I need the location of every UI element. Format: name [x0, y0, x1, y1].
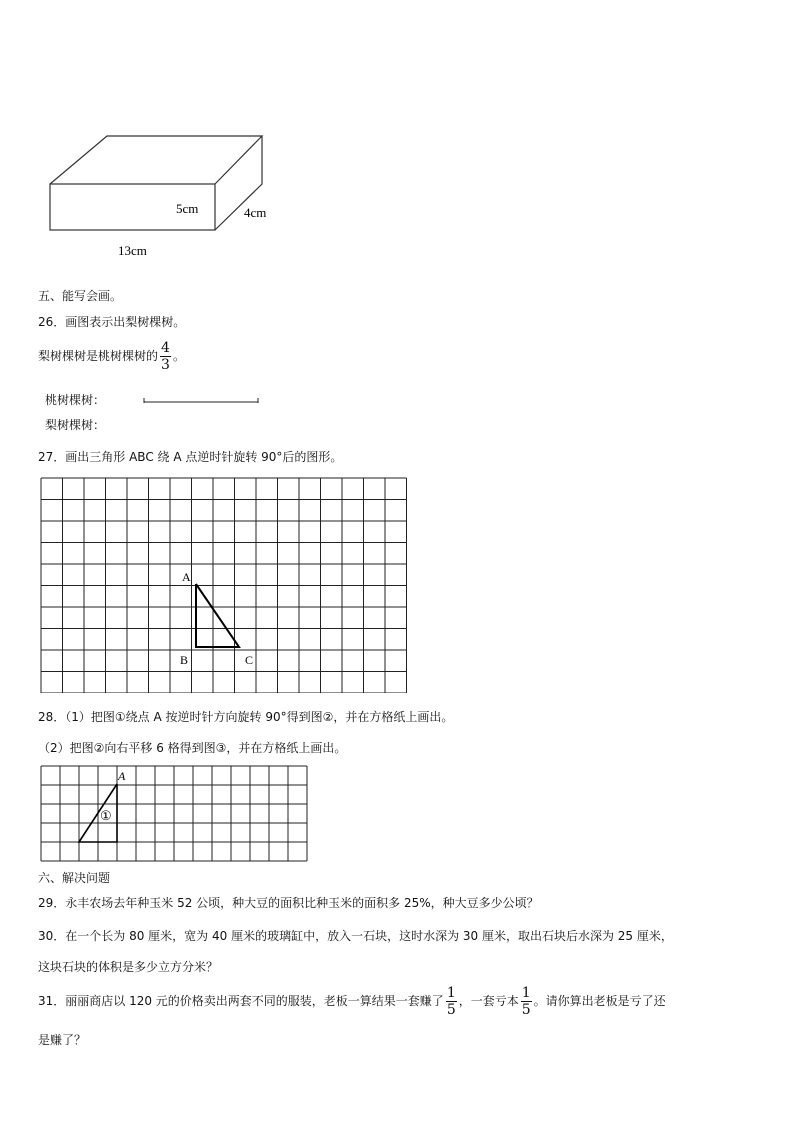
q31-fraction-1: [446, 985, 457, 1018]
q31-line1: [38, 985, 666, 1018]
figure-1-label: ①: [100, 808, 112, 823]
q30-line2: 这块石块的体积是多少立方分米？: [38, 960, 219, 974]
q27-text: 27．画出三角形 ABC 绕 A 点逆时针旋转 90°后的图形。: [38, 450, 343, 464]
pear-label: 梨树棵树：: [45, 418, 106, 432]
length-label: 13cm: [118, 243, 147, 258]
q29-text: 29．永丰农场去年种玉米 52 公顷，种大豆的面积比种玉米的面积多 25%，种大豆多少公顷？: [38, 896, 539, 910]
q28-line2: （2）把图②向右平移 6 格得到图③，并在方格纸上画出。: [38, 741, 347, 755]
q31-fraction-2: [521, 985, 532, 1018]
q31-frac1-num: 1: [446, 985, 456, 1001]
q31-mid: ，一套亏本: [458, 994, 519, 1008]
q31-frac2-num: 1: [521, 985, 531, 1001]
q31-frac2-den: 5: [521, 1002, 531, 1018]
q26-frac-den: 3: [161, 357, 170, 373]
q26-frac-num: 4: [161, 340, 170, 356]
q28-grid: [40, 765, 308, 864]
peach-tree-segment: [143, 396, 261, 406]
q26-fraction: [160, 340, 171, 373]
vertex-c-label: C: [245, 653, 254, 667]
height-label: 5cm: [176, 201, 199, 216]
q31-frac1-den: 5: [446, 1002, 456, 1018]
q30-line1: 30．在一个长为 80 厘米，宽为 40 厘米的玻璃缸中，放入一石块，这时水深为 30 厘米，取出石块后水深为 25 厘米，: [38, 929, 673, 943]
cuboid-top-face: [50, 136, 262, 184]
q27-grid: [40, 477, 420, 693]
section5-title: 五、能写会画。: [38, 289, 123, 303]
q26-text: 26．画图表示出梨树棵树。: [38, 315, 186, 329]
triangle-abc: [196, 584, 239, 647]
vertex-a-label: A: [182, 570, 191, 584]
depth-label: 4cm: [244, 205, 267, 220]
q31-line2: 是赚了？: [38, 1033, 87, 1047]
q26-stmt-post: 。: [172, 349, 185, 363]
cuboid-figure: [40, 128, 290, 263]
vertex-b-label: B: [180, 653, 189, 667]
point-a-label: A: [118, 769, 126, 783]
q28-line1: 28．（1）把图①绕点 A 按逆时针方向旋转 90°得到图②，并在方格纸上画出。: [38, 710, 454, 724]
peach-label: 桃树棵树：: [45, 393, 106, 407]
q31-pre: 31．丽丽商店以 120 元的价格卖出两套不同的服装，老板一算结果一套赚了: [38, 994, 444, 1008]
q31-post: 。请你算出老板是亏了还: [533, 994, 666, 1008]
section6-title: 六、解决问题: [38, 871, 111, 885]
q26-stmt-pre: 梨树棵树是桃树棵树的: [38, 349, 159, 363]
q26-statement: [38, 340, 185, 373]
